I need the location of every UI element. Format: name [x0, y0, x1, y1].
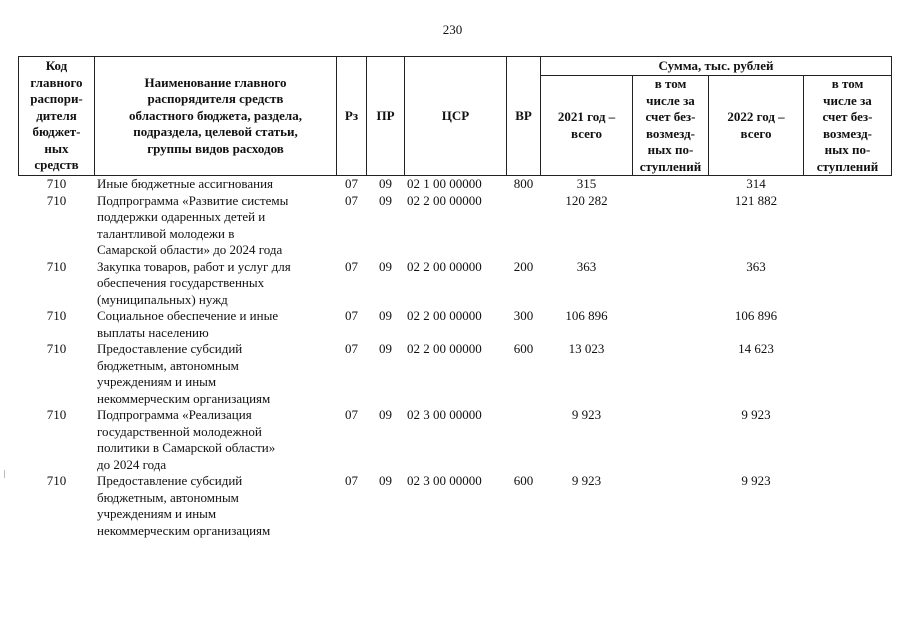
header-rz: Рз — [337, 57, 367, 176]
table-row — [19, 176, 892, 193]
cell-csr: 02 2 00 00000 — [407, 308, 482, 323]
header-csr: ЦСР — [405, 57, 507, 176]
cell-sum-2022: 363 — [746, 258, 766, 274]
cell-code: 710 — [19, 176, 95, 193]
cell-vr: 300 — [513, 308, 534, 323]
cell-pr: 09 — [379, 407, 392, 422]
header-pr: ПР — [367, 57, 405, 176]
cell-free-2021 — [633, 407, 709, 473]
cell-rz: 07 — [345, 308, 358, 323]
cell-free-2022 — [804, 259, 892, 309]
cell-sum-2021: 106 896 — [565, 308, 608, 323]
name-line: Предоставление субсидий — [97, 341, 243, 356]
name-line: выплаты населению — [97, 324, 209, 340]
page-number: 230 — [442, 22, 463, 37]
name-line: до 2024 года — [97, 456, 167, 472]
name-line: Подпрограмма «Реализация — [97, 407, 252, 422]
cell-sum-2022: 314 — [709, 176, 804, 193]
name-line: талантливой молодежи в — [97, 225, 235, 241]
header-sum-group: Сумма, тыс. рублей — [541, 57, 892, 76]
name-line: Иные бюджетные ассигнования — [97, 176, 274, 191]
cell-vr: 600 — [513, 473, 534, 488]
cell-pr: 09 — [379, 308, 392, 323]
cell-rz: 07 — [345, 192, 358, 208]
table-row — [19, 308, 892, 341]
scan-artifact — [4, 470, 5, 478]
name-line: Предоставление субсидий — [97, 473, 243, 488]
cell-sum-2021: 9 923 — [571, 473, 602, 488]
cell-vr: 800 — [507, 176, 541, 193]
cell-sum-2021: 315 — [541, 176, 633, 193]
table-row — [19, 473, 892, 539]
cell-name — [95, 308, 337, 341]
header-code: Код главного распори- дителя бюджет- ных средств — [19, 57, 95, 176]
cell-sum-2022: 14 623 — [738, 341, 774, 356]
cell-name — [95, 176, 337, 193]
table-header — [19, 57, 892, 176]
name-line: обеспечения государственных — [97, 275, 265, 290]
cell-free-2021 — [633, 259, 709, 309]
cell-pr: 09 — [367, 176, 405, 193]
cell-rz: 07 — [337, 176, 367, 193]
cell-name — [95, 193, 337, 259]
cell-sum-2022: 9 923 — [741, 407, 771, 422]
cell-name — [95, 407, 337, 473]
cell-csr: 02 1 00 00000 — [405, 176, 507, 193]
name-line: государственной молодежной — [97, 423, 262, 439]
name-line: некоммерческим организациям — [97, 522, 271, 538]
table-row — [19, 193, 892, 259]
cell-sum-2022: 106 896 — [734, 308, 778, 323]
cell-rz: 07 — [345, 258, 358, 274]
cell-csr: 02 3 00 00000 — [407, 473, 482, 488]
cell-rz: 07 — [345, 407, 358, 422]
cell-name — [95, 473, 337, 539]
cell-free-2022 — [804, 176, 892, 193]
name-line: учреждениям и иным — [97, 506, 217, 521]
cell-name — [95, 341, 337, 407]
name-line: политики в Самарской области» — [97, 440, 276, 455]
table-row — [19, 259, 892, 309]
cell-csr: 02 3 00 00000 — [407, 407, 482, 422]
budget-table — [18, 56, 892, 539]
cell-free-2021 — [633, 193, 709, 259]
name-line: Самарской области» до 2024 года — [97, 242, 283, 257]
table-body — [19, 176, 892, 540]
name-line: Закупка товаров, работ и услуг для — [97, 258, 291, 274]
cell-code: 710 — [46, 192, 67, 208]
cell-free-2021 — [633, 176, 709, 193]
name-line: бюджетным, автономным — [97, 357, 239, 373]
header-2022-total: 2022 год – всего — [709, 76, 804, 176]
cell-pr: 09 — [379, 192, 392, 208]
table-row — [19, 407, 892, 473]
cell-rz: 07 — [345, 341, 358, 356]
cell-code: 710 — [46, 308, 67, 323]
cell-name — [95, 259, 337, 309]
cell-pr: 09 — [379, 258, 392, 274]
cell-free-2022 — [804, 473, 892, 539]
cell-code: 710 — [46, 407, 67, 422]
cell-sum-2021: 9 923 — [571, 407, 602, 422]
cell-code: 710 — [46, 258, 67, 274]
cell-free-2021 — [633, 308, 709, 341]
header-2022-free: в том числе за счет без- возмезд- ных по- ступлений — [804, 76, 892, 176]
name-line: поддержки одаренных детей и — [97, 209, 266, 224]
header-name: Наименование главного распорядителя средств областного бюджета, раздела, подраздела, целевой статьи, группы видов расходов — [95, 57, 337, 176]
name-line: Подпрограмма «Развитие системы — [97, 192, 289, 208]
cell-code: 710 — [46, 473, 67, 488]
header-vr: ВР — [507, 57, 541, 176]
name-line: некоммерческим организациям — [97, 390, 271, 406]
name-line: учреждениям и иным — [97, 374, 217, 389]
cell-rz: 07 — [345, 473, 358, 488]
cell-sum-2021: 120 282 — [565, 192, 608, 208]
cell-free-2022 — [804, 308, 892, 341]
cell-sum-2022: 121 882 — [734, 192, 778, 208]
cell-csr: 02 2 00 00000 — [407, 192, 482, 208]
cell-pr: 09 — [379, 341, 392, 356]
cell-vr — [507, 193, 541, 259]
cell-pr: 09 — [379, 473, 392, 488]
cell-vr: 600 — [513, 341, 534, 356]
header-2021-free: в том числе за счет без- возмезд- ных по- ступлений — [633, 76, 709, 176]
cell-csr: 02 2 00 00000 — [407, 258, 482, 274]
cell-vr: 200 — [513, 258, 534, 274]
cell-free-2022 — [804, 193, 892, 259]
cell-free-2021 — [633, 473, 709, 539]
cell-free-2022 — [804, 341, 892, 407]
table-row — [19, 341, 892, 407]
name-line: бюджетным, автономным — [97, 489, 239, 505]
cell-sum-2021: 363 — [576, 258, 597, 274]
cell-sum-2021: 13 023 — [568, 341, 605, 356]
cell-csr: 02 2 00 00000 — [407, 341, 482, 356]
cell-vr — [507, 407, 541, 473]
name-line: Социальное обеспечение и иные — [97, 308, 279, 323]
cell-sum-2022: 9 923 — [741, 473, 771, 488]
cell-free-2022 — [804, 407, 892, 473]
cell-free-2021 — [633, 341, 709, 407]
cell-code: 710 — [46, 341, 67, 356]
header-2021-total: 2021 год – всего — [541, 76, 633, 176]
name-line: (муниципальных) нужд — [97, 291, 228, 307]
